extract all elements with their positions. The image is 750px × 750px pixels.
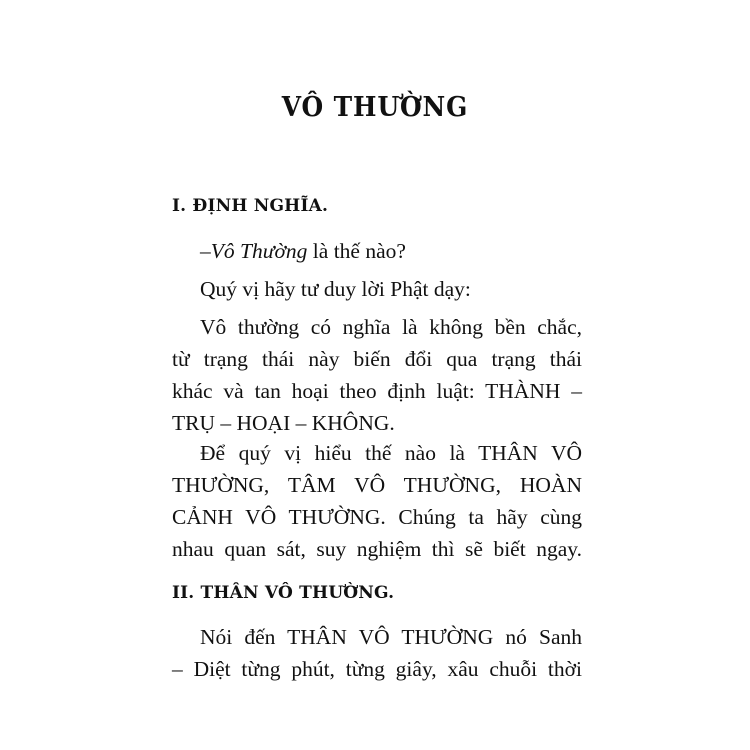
paragraph-buddha-teaching xyxy=(172,273,582,305)
paragraph-question xyxy=(172,235,582,267)
paragraph-impermanence-meaning xyxy=(172,311,582,439)
text-line: TRỤ – HOẠI – KHÔNG. xyxy=(172,411,395,435)
text-line: Nói đến THÂN VÔ THƯỜNG nó Sanh xyxy=(200,625,582,649)
question-rest: là thế nào? xyxy=(307,239,406,263)
text-line: THƯỜNG, TÂM VÔ THƯỜNG, HOÀN xyxy=(172,473,582,497)
text-line: – Diệt từng phút, từng giây, xâu chuỗi thời xyxy=(172,657,582,681)
text-line: nhau quan sát, suy nghiệm thì sẽ biết ngay. xyxy=(172,537,582,561)
page-title: VÔ THƯỜNG xyxy=(281,92,469,123)
paragraph-understanding xyxy=(172,437,582,565)
paragraph-body-impermanence xyxy=(172,621,582,685)
text-line: Để quý vị hiểu thế nào là THÂN VÔ xyxy=(200,441,582,465)
section-heading-body-impermanence: II. THÂN VÔ THƯỜNG. xyxy=(172,583,395,603)
text-line: từ trạng thái này biến đổi qua trạng thái xyxy=(172,347,582,371)
text-line: Vô thường có nghĩa là không bền chắc, xyxy=(200,315,582,339)
question-dash: – xyxy=(200,239,211,263)
section-heading-definition: I. ĐỊNH NGHĨA. xyxy=(172,196,329,216)
text-line: khác và tan hoại theo định luật: THÀNH – xyxy=(172,379,582,403)
text-line: CẢNH VÔ THƯỜNG. Chúng ta hãy cùng xyxy=(172,505,582,529)
paragraph-buddha-teaching-text: Quý vị hãy tư duy lời Phật dạy: xyxy=(200,277,471,301)
question-italic-term: Vô Thường xyxy=(210,239,308,263)
